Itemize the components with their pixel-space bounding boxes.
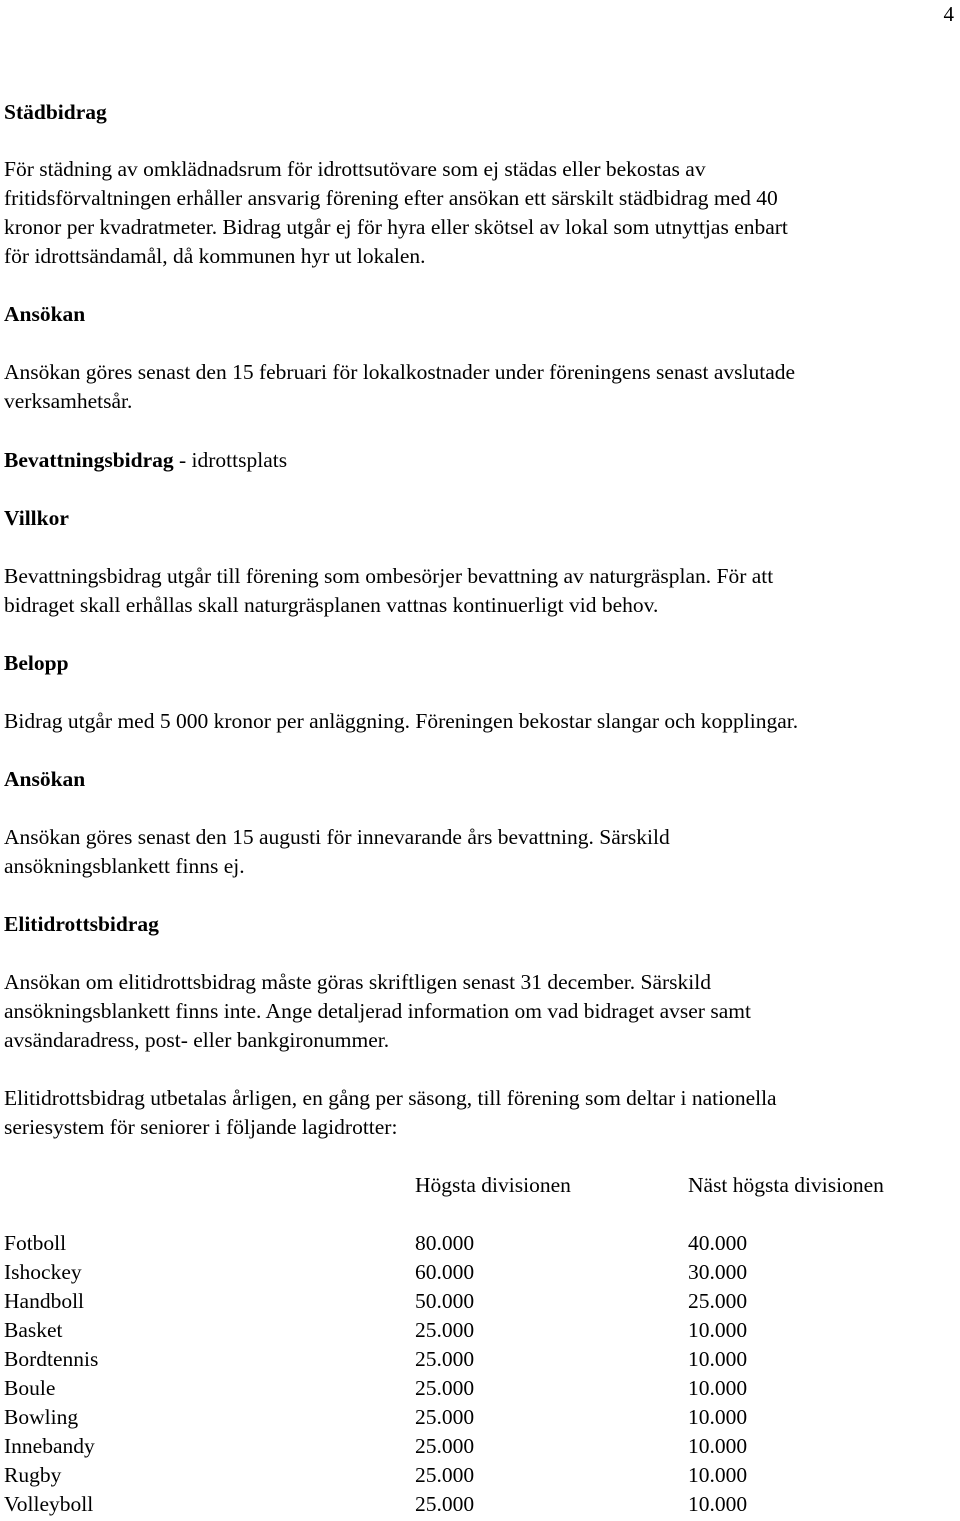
cell-hogsta: 25.000 (415, 1405, 475, 1429)
text-line: för idrottsändamål, då kommunen hyr ut lokalen. (4, 244, 426, 268)
text-line: Ansökan göres senast den 15 februari för lokalkostnader under föreningens senast avslutade (4, 360, 796, 384)
text-line: fritidsförvaltningen erhåller ansvarig förening efter ansökan ett särskilt städbidrag med 40 (4, 186, 778, 210)
cell-hogsta: 80.000 (415, 1231, 475, 1255)
heading-villkor: Villkor (4, 506, 69, 530)
cell-sport: Bordtennis (4, 1347, 99, 1371)
cell-sport: Boule (4, 1376, 56, 1400)
text-line: bidraget skall erhållas skall naturgräsplanen vattnas kontinuerligt vid behov. (4, 593, 659, 617)
cell-nast-hogsta: 10.000 (688, 1347, 748, 1371)
cell-sport: Basket (4, 1318, 63, 1342)
cell-nast-hogsta: 30.000 (688, 1260, 748, 1284)
cell-sport: Fotboll (4, 1231, 67, 1255)
table-header-hogsta: Högsta divisionen (415, 1173, 571, 1197)
text-line: verksamhetsår. (4, 389, 133, 413)
text-line: För städning av omklädnadsrum för idrottsutövare som ej städas eller bekostas av (4, 157, 706, 181)
heading-stadbidrag: Städbidrag (4, 100, 107, 124)
heading-belopp: Belopp (4, 651, 69, 675)
text-line: kronor per kvadratmeter. Bidrag utgår ej för hyra eller skötsel av lokal som utnyttjas enbart (4, 215, 788, 239)
paragraph-ansokan-1 (4, 358, 954, 416)
table-row (0, 1432, 960, 1461)
table-header-nast-hogsta: Näst högsta divisionen (688, 1173, 884, 1197)
cell-sport: Innebandy (4, 1434, 95, 1458)
cell-hogsta: 60.000 (415, 1260, 475, 1284)
table-row (0, 1490, 960, 1519)
text-line: ansökningsblankett finns inte. Ange detaljerad information om vad bidraget avser samt (4, 999, 751, 1023)
table-row (0, 1229, 960, 1258)
heading-elitidrottsbidrag: Elitidrottsbidrag (4, 912, 159, 936)
table-row (0, 1461, 960, 1490)
table-row (0, 1287, 960, 1316)
cell-hogsta: 25.000 (415, 1318, 475, 1342)
heading-ansokan-1: Ansökan (4, 302, 86, 326)
cell-hogsta: 25.000 (415, 1492, 475, 1516)
paragraph-elit-1 (4, 968, 954, 1055)
text-line: Ansökan göres senast den 15 augusti för innevarande års bevattning. Särskild (4, 825, 670, 849)
heading-bevattningsbidrag-bold: Bevattningsbidrag (4, 448, 174, 472)
text-line: Bevattningsbidrag utgår till förening som ombesörjer bevattning av naturgräsplan. För att (4, 564, 774, 588)
paragraph-elit-2 (4, 1084, 954, 1142)
page-number: 4 (943, 2, 954, 26)
cell-nast-hogsta: 10.000 (688, 1376, 748, 1400)
cell-hogsta: 25.000 (415, 1347, 475, 1371)
paragraph-stadbidrag (4, 155, 954, 271)
cell-nast-hogsta: 10.000 (688, 1492, 748, 1516)
cell-nast-hogsta: 40.000 (688, 1231, 748, 1255)
paragraph-belopp: Bidrag utgår med 5 000 kronor per anläggning. Föreningen bekostar slangar och kopplingar. (4, 709, 799, 733)
paragraph-ansokan-2 (4, 823, 954, 881)
cell-sport: Rugby (4, 1463, 62, 1487)
table-row (0, 1316, 960, 1345)
table-row (0, 1258, 960, 1287)
cell-nast-hogsta: 10.000 (688, 1434, 748, 1458)
text-line: seriesystem för seniorer i följande lagidrotter: (4, 1115, 398, 1139)
table-row (0, 1374, 960, 1403)
paragraph-villkor (4, 562, 954, 620)
text-line: Ansökan om elitidrottsbidrag måste göras skriftligen senast 31 december. Särskild (4, 970, 711, 994)
cell-hogsta: 25.000 (415, 1376, 475, 1400)
cell-nast-hogsta: 10.000 (688, 1318, 748, 1342)
text-line: Elitidrottsbidrag utbetalas årligen, en gång per säsong, till förening som deltar i nationella (4, 1086, 777, 1110)
text-line: ansökningsblankett finns ej. (4, 854, 245, 878)
cell-nast-hogsta: 10.000 (688, 1405, 748, 1429)
cell-nast-hogsta: 25.000 (688, 1289, 748, 1313)
cell-hogsta: 25.000 (415, 1434, 475, 1458)
cell-sport: Bowling (4, 1405, 79, 1429)
cell-sport: Volleyboll (4, 1492, 94, 1516)
heading-bevattningsbidrag (4, 446, 287, 475)
cell-nast-hogsta: 10.000 (688, 1463, 748, 1487)
cell-hogsta: 50.000 (415, 1289, 475, 1313)
table-row (0, 1403, 960, 1432)
cell-sport: Ishockey (4, 1260, 82, 1284)
heading-bevattningsbidrag-rest: - idrottsplats (173, 448, 288, 472)
cell-sport: Handboll (4, 1289, 85, 1313)
text-line: avsändaradress, post- eller bankgironummer. (4, 1028, 390, 1052)
heading-ansokan-2: Ansökan (4, 767, 86, 791)
cell-hogsta: 25.000 (415, 1463, 475, 1487)
table-row (0, 1345, 960, 1374)
